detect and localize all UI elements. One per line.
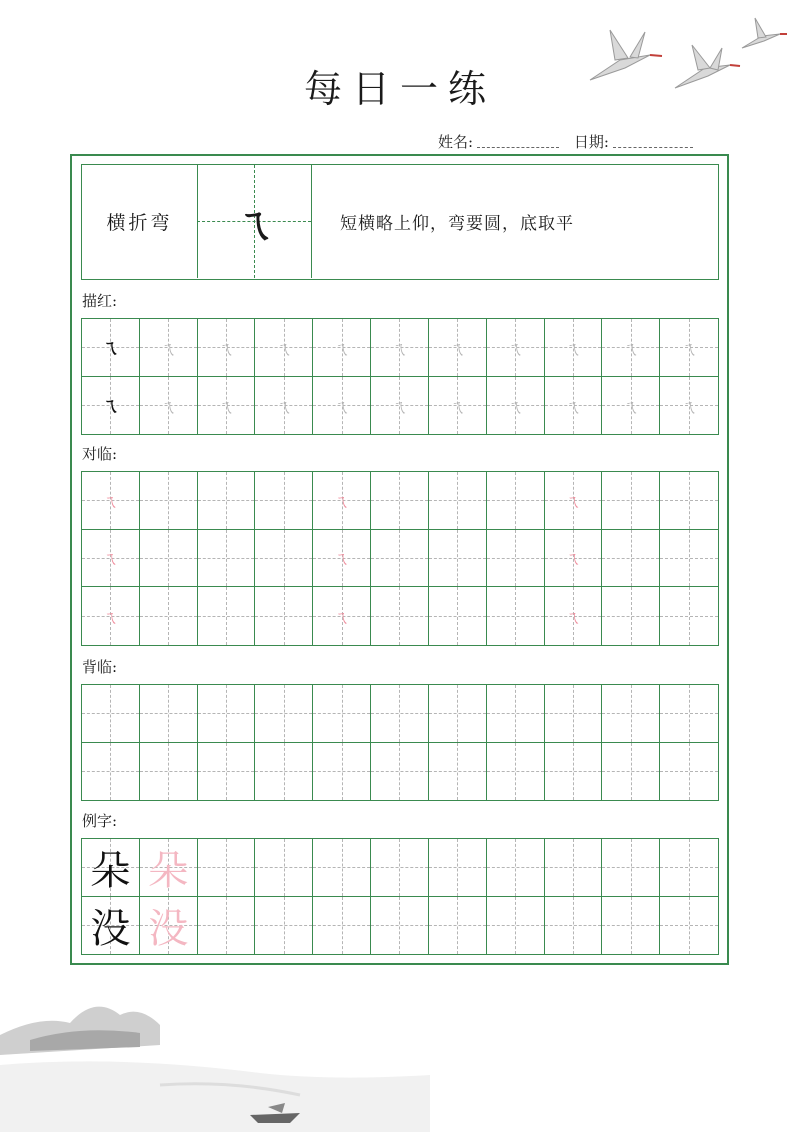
grid-cell[interactable] [255,319,313,377]
grid-cell[interactable] [371,685,429,743]
grid-cell[interactable] [429,472,487,530]
grid-cell[interactable] [487,530,545,588]
grid-cell[interactable] [487,377,545,435]
grid-cell[interactable] [602,587,660,645]
cell-glyph: ㄟ [102,491,119,511]
grid-cell[interactable] [545,472,603,530]
grid-cell[interactable] [660,685,718,743]
cell-glyph: ㄟ [275,339,293,360]
grid-cell[interactable] [371,839,429,897]
grid-cell[interactable] [140,530,198,588]
grid-cell[interactable] [255,839,313,897]
grid-cell[interactable] [82,897,140,955]
grid-cell[interactable] [429,839,487,897]
grid-cell[interactable] [487,472,545,530]
cell-glyph: 没 [148,905,189,952]
copy-label: 对临: [82,445,118,463]
grid-cell[interactable] [313,743,371,801]
cell-glyph: ㄟ [622,339,640,360]
grid-cell[interactable] [660,530,718,588]
grid-cell[interactable] [487,839,545,897]
grid-cell[interactable] [313,897,371,955]
grid-cell[interactable] [255,743,313,801]
grid-cell[interactable] [255,685,313,743]
grid-cell[interactable] [545,319,603,377]
date-blank[interactable] [613,139,693,148]
cell-glyph: ㄟ [333,397,351,418]
cell-glyph: 朵 [148,847,189,894]
grid-cell[interactable] [429,685,487,743]
grid-cell[interactable] [82,530,140,588]
page-title: 每日一练 [303,67,496,111]
grid-cell[interactable] [198,685,256,743]
date-label: 日期: [573,133,609,151]
grid-cell[interactable] [429,319,487,377]
grid-cell[interactable] [313,319,371,377]
grid-cell[interactable] [198,377,256,435]
grid-cell[interactable] [255,530,313,588]
grid-cell[interactable] [82,743,140,801]
grid-cell[interactable] [660,319,718,377]
stroke-description: 短横略上仰，弯要圆，底取平 [340,214,574,234]
grid-cell[interactable] [82,685,140,743]
grid-cell[interactable] [371,377,429,435]
cell-glyph: ㄟ [390,397,408,418]
cell-glyph: ㄟ [506,339,524,360]
grid-cell[interactable] [313,839,371,897]
cell-glyph: ㄟ [159,339,177,360]
stroke-header [81,164,719,280]
cell-glyph: ㄟ [564,491,581,511]
grid-cell[interactable] [140,319,198,377]
grid-cell[interactable] [545,530,603,588]
grid-cell[interactable] [82,587,140,645]
name-label: 姓名: [438,133,474,151]
grid-cell[interactable] [313,530,371,588]
grid-cell[interactable] [429,587,487,645]
cell-glyph: ㄟ [102,607,119,627]
cell-glyph: ㄟ [159,397,177,418]
grid-cell[interactable] [660,472,718,530]
grid-cell[interactable] [313,472,371,530]
trace-label: 描红: [82,292,118,310]
grid-cell[interactable] [313,685,371,743]
grid-cell[interactable] [602,530,660,588]
grid-cell[interactable] [487,897,545,955]
cell-glyph: ㄟ [448,339,466,360]
grid-cell[interactable] [371,472,429,530]
grid-cell[interactable] [429,530,487,588]
recall-label: 背临: [82,658,118,676]
grid-cell[interactable] [487,587,545,645]
cell-glyph: ㄟ [680,397,698,418]
grid-cell[interactable] [255,897,313,955]
grid-cell[interactable] [429,897,487,955]
grid-cell[interactable] [602,319,660,377]
grid-cell[interactable] [82,472,140,530]
grid-cell[interactable] [255,377,313,435]
cell-glyph: ㄟ [333,339,351,360]
grid-cell[interactable] [371,319,429,377]
cell-glyph: ㄟ [217,339,235,360]
grid-cell[interactable] [82,377,140,435]
grid-cell[interactable] [602,743,660,801]
cell-glyph: ㄟ [275,397,293,418]
grid-cell[interactable] [82,839,140,897]
stroke-glyph: ㄟ [234,201,275,248]
grid-cell[interactable] [660,839,718,897]
grid-cell[interactable] [255,472,313,530]
grid-cell[interactable] [198,587,256,645]
example-label: 例字: [82,812,118,830]
grid-cell[interactable] [198,530,256,588]
cell-glyph: ㄟ [217,397,235,418]
grid-cell[interactable] [602,472,660,530]
name-blank[interactable] [477,139,559,148]
cell-glyph: ㄟ [564,339,582,360]
grid-cell[interactable] [371,897,429,955]
example-grid [81,838,719,955]
cell-glyph: ㄟ [102,549,119,569]
stroke-glyph-cell [197,165,312,278]
grid-cell[interactable] [255,587,313,645]
cell-glyph: ㄟ [101,338,120,360]
grid-cell[interactable] [602,897,660,955]
grid-cell[interactable] [429,743,487,801]
cell-glyph: 没 [90,905,131,952]
cell-glyph: ㄟ [506,397,524,418]
cell-glyph: ㄟ [680,339,698,360]
trace-grid [81,318,719,435]
recall-grid [81,684,719,801]
grid-cell[interactable] [198,897,256,955]
cell-glyph: ㄟ [101,396,120,418]
grid-cell[interactable] [140,839,198,897]
grid-cell[interactable] [371,587,429,645]
grid-cell[interactable] [198,319,256,377]
grid-cell[interactable] [198,743,256,801]
cell-glyph: ㄟ [622,397,640,418]
grid-cell[interactable] [371,743,429,801]
cell-glyph: ㄟ [333,491,350,511]
grid-cell[interactable] [487,685,545,743]
grid-cell[interactable] [545,743,603,801]
grid-cell[interactable] [198,839,256,897]
grid-cell[interactable] [429,377,487,435]
grid-cell[interactable] [313,587,371,645]
grid-cell[interactable] [545,377,603,435]
copy-grid [81,471,719,646]
grid-cell[interactable] [140,743,198,801]
grid-cell[interactable] [660,743,718,801]
grid-cell[interactable] [545,685,603,743]
grid-cell[interactable] [140,377,198,435]
grid-cell[interactable] [602,377,660,435]
grid-cell[interactable] [545,839,603,897]
grid-cell[interactable] [602,685,660,743]
grid-cell[interactable] [82,319,140,377]
grid-cell[interactable] [602,839,660,897]
grid-cell[interactable] [660,587,718,645]
grid-cell[interactable] [487,743,545,801]
cell-glyph: 朵 [90,847,131,894]
grid-cell[interactable] [487,319,545,377]
grid-cell[interactable] [140,587,198,645]
cell-glyph: ㄟ [564,607,581,627]
grid-cell[interactable] [371,530,429,588]
cell-glyph: ㄟ [390,339,408,360]
grid-cell[interactable] [198,472,256,530]
cell-glyph: ㄟ [333,549,350,569]
grid-cell[interactable] [660,897,718,955]
cell-glyph: ㄟ [564,397,582,418]
cell-glyph: ㄟ [448,397,466,418]
grid-cell[interactable] [140,897,198,955]
cell-glyph: ㄟ [564,549,581,569]
grid-cell[interactable] [313,377,371,435]
grid-cell[interactable] [545,587,603,645]
grid-cell[interactable] [545,897,603,955]
grid-cell[interactable] [140,685,198,743]
cell-glyph: ㄟ [333,607,350,627]
grid-cell[interactable] [660,377,718,435]
landscape-illustration [0,985,430,1132]
stroke-name: 横折弯 [82,165,198,278]
grid-cell[interactable] [140,472,198,530]
name-date-line [438,131,693,152]
